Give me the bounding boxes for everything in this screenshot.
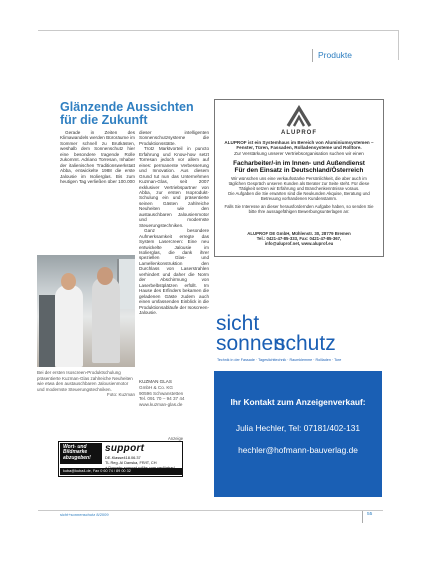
page-number: 55 xyxy=(367,512,373,517)
support-logo: support xyxy=(105,443,145,454)
company-line: GmbH & Co. KG xyxy=(139,384,173,390)
classified-ad-banner xyxy=(60,443,102,464)
aluprof-logo-icon xyxy=(284,105,314,127)
article-title-line1: Glänzende Aussichten xyxy=(60,100,194,114)
classified-ad-detail: DE-Klasse418.06.37 xyxy=(105,455,141,460)
sonnenschutz-tagline: Technik in der Fassade · Tageslichttechnik · Raumklemme · Rollladen · Tore xyxy=(217,358,342,362)
classified-ad xyxy=(58,441,183,477)
photo-person-head xyxy=(97,267,113,285)
aluprof-headline-line: Facharbeiter/-in im Innen- und Außendienst xyxy=(233,160,365,167)
article-paragraph: Trotz Marktvorteil in puncto Erfahrung und Know-how setzt Torresan jedoch vor allem auf eines: permanente Verbesserung und Innovation. Aus diesem Grund tut nun das Unternehmen Kuzman-Glas, seit 2007 exklusiver Vertriebspartner von Abba, zur ersten Isoprodukt-Schulung ein und präsentierte seinen Gästen zahlreiche Neuheiten wie den austauschbaren Jalousienmotor und modernste Steuerungstechniken. xyxy=(139,146,209,228)
photo-caption: Bei der ersten Isoscreen-Produktschulung präsentierte Kuzman-Glas zahlreiche Neuheiten wie etwa den austauschbaren Jalousienmotor und modernste Steuerungstechniken. Foto: Kuzman xyxy=(37,370,135,398)
sonnenschutz-logo-word: sonnen xyxy=(216,332,285,355)
company-address: 90596 Schwanstetten xyxy=(139,390,184,396)
sonnenschutz-logo-word: sicht xyxy=(216,312,260,335)
article-paragraph: dieser intelligenten Sonnenschutzsysteme die Produktionsstätte. xyxy=(139,130,209,146)
aluprof-contact xyxy=(223,231,375,247)
article-title-line2: für die Zukunft xyxy=(60,113,148,127)
sonnenschutz-phone: Julia Hechler, Tel: 07181/402-131 xyxy=(235,423,361,433)
sonnenschutz-logo-area xyxy=(214,305,382,371)
photo-credit: Foto: Kuzman xyxy=(106,392,135,398)
aluprof-text: Die Aufgaben die Sie erwarten sind die Neukunden Akquise, Beratung und Betreuung vorhandenen Kundenstamm. xyxy=(228,191,370,202)
header-rule xyxy=(38,30,398,31)
photo-person-head xyxy=(61,273,76,290)
aluprof-brand: ALUPROF xyxy=(281,130,317,136)
sonnenschutz-headline: Ihr Kontakt zum Anzeigenverkauf: xyxy=(230,397,366,407)
aluprof-headline-line: Für den Einsatz in Deutschland/Österreich xyxy=(234,167,364,175)
company-phone: Tel. 091 70 – 94 37 44 xyxy=(139,396,185,402)
company-name: KUZMAN GLAS xyxy=(139,379,172,384)
footer-issue: sicht+sonnenschutz 8/2009 xyxy=(60,512,109,517)
aluprof-headline xyxy=(223,160,375,175)
article-column-2 xyxy=(139,130,209,315)
article-title xyxy=(60,101,195,127)
company-info xyxy=(139,379,219,408)
classified-ad-detail: TL Reg. Al Danska, FR/IT, CH xyxy=(105,460,157,465)
footer-rule xyxy=(38,510,383,511)
company-website: www.kuzman-glas.de xyxy=(139,402,183,408)
sonnenschutz-email: hechler@hofmann-bauverlag.de xyxy=(238,445,358,455)
photo-person xyxy=(55,285,83,367)
article-photo xyxy=(37,255,135,367)
aluprof-intro-bold: ALUPROF ist ein Systemhaus im Bereich von Aluminiumsystemen – Fenster, Türen, Fassaden, Rolladensysteme und Rolltore. xyxy=(224,140,374,151)
section-label: Produkte xyxy=(318,50,353,60)
aluprof-job-ad xyxy=(214,99,384,257)
classified-ad-line: Wort- und xyxy=(63,444,87,450)
classified-ad-line: Bildmarke xyxy=(63,449,88,456)
aluprof-text: Falls Sie Interesse an dieser herausfordernden Aufgabe haben, so senden Sie bitte Ihre aussagefähigen Bewerbungsunterlagen an: xyxy=(224,204,374,215)
aluprof-address: ALUPROF DE GmbH, Mühlenstr. 30, 28779 Bremen xyxy=(247,231,351,236)
aluprof-phone: Tel.: 0421-47-85-333, Fax: 0421-47-85-367, xyxy=(256,236,342,242)
sonnenschutz-ad xyxy=(214,305,382,497)
section-divider xyxy=(312,49,313,62)
article-paragraph: Ganz besondere Aufmerksamkeit erregte das System Lasercreen: Eine neu entwickelte Jalousie im Isolierglas, die dank ihrer speziellen Glas- und Lamellenkonstruktion den Durchlass von Laserstrahlen verhindert und daher die Norm der Abschirmung von Laserbelbstplätzen erfüllt. Im Hause des Erfinders bekamen die geladenen Gäste zudem auch einen umfassenden Einblick in die Produktionsabläufe der Isoscreen-Jalousie. xyxy=(139,228,209,315)
photo-person xyxy=(92,277,120,363)
footer-divider xyxy=(362,511,363,523)
aluprof-intro: Zur Verstärkung unserer Vertriebsorganisation suchen wir einen xyxy=(234,151,364,156)
header-corner-rule xyxy=(398,30,399,60)
article-column-1: Gerade in Zeiten des Klimawandels werden Büroräume im Sommer schnell zu Brutkästen, weshalb dem Sonnenschutz hier eine besondere tragende Rolle zukommt. Adriano Torresan, Inhaber der italienischen Traditionswerkstatt Abba, entwickelte 1988 die erste Jalousie im Isolierglas. Bis zum heutigen Tag verließen über 100.000 xyxy=(60,130,135,185)
sonnenschutz-logo-word: schutz xyxy=(275,332,336,355)
aluprof-web: info@aluprof.net, www.aluprof.eu xyxy=(264,241,334,247)
photo-person xyxy=(39,295,55,367)
classified-ad-contact: kuba@kuba4.de, Fax 0 60 74 / 89 00 32 xyxy=(60,468,182,475)
ad-label: Anzeige xyxy=(168,436,184,441)
aluprof-text: Wir wünschen uns eine verkaufsstarke Persönlichkeit, die aber auch im täglichen Gespräch unseren Kunden als Berater zur Seite steht. Für diese Tätigkeit setzen wir Erfahrung und Branchenkenntnisse voraus. xyxy=(228,176,370,192)
classified-ad-line: abzugeben! xyxy=(63,454,91,461)
